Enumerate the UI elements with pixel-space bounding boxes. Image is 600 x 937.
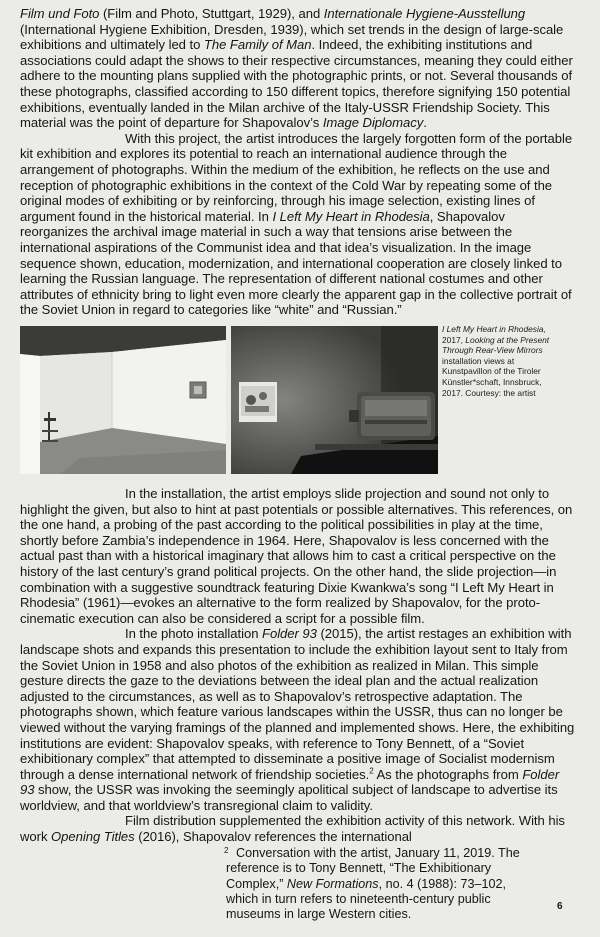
body-text-bottom [20,486,576,845]
title-italic: I Left My Heart in Rhodesia [272,208,430,224]
text-run: . Indeed, the exhibiting institutions and associations could adapt the shows to their respective circumstances, meaning they could either adhere to the mounting plans supplied with the photographic prints, or not. Several thousands of these photographs, classified according to 150 different topics, therefore signifying 150 potential exhibitions, eventually landed in the Milan archive of the Italy-USSR Friendship Society. This material was the point of departure for Shapovalov’s [20,37,573,131]
title-italic: Opening Titles [51,829,135,845]
title-italic: Looking at the Present Through Rear-View Mirrors [442,334,550,356]
title-italic: I Left My Heart in Rhodesia [442,324,544,334]
text-run: Conversation with the artist, January 11, 2019. The reference is to Tony Bennett, “The Exhibitionary Complex,” [226,846,520,891]
installation-photo-gallery-room [20,326,226,474]
text-run: Film distribution supplemented the exhibition activity of this network. With his work [20,813,565,845]
footnote [226,846,526,922]
paragraph [20,131,576,318]
text-run: , Shapovalov reorganizes the archival image material in such a way that tensions arise between the international aspirations of the Communist idea and that idea’s visualization. In the image sequence shown, education, modernization, and international cooperation are closely linked to learning the Russian language. The representation of different national costumes and other attributes of ethnicity bring to light even more clearly the apparent gap in the collective portrait of the Soviet Union in regard to categories like “white” and “Russian.” [20,208,572,318]
installation-photo-slide-projector [231,326,438,474]
text-run: In the photo installation [125,626,263,642]
title-italic: Film und Foto [20,6,100,21]
text-run: show, the USSR was invoking the seemingly apolitical subject of landscape to advertise its worldview, and that worldview’s transregional claim to validity. [20,782,558,813]
figure-caption [442,324,552,398]
footnote-reference: 2 [369,766,374,776]
title-italic: Internationale Hygiene-Ausstellung [323,6,526,21]
text-run: , no. 4 (1988): 73–102, which in turn refers to nineteenth-century public museums in large Western cities. [226,876,507,922]
paragraph [20,626,576,813]
title-italic: Image Diplomacy [322,115,424,131]
text-run: (2015), the artist restages an exhibition with landscape shots and expands this presentation to include the exhibition layout sent to Italy from the Soviet Union in 1958 and also photos of the exhibition as realized in Milan. This simple gesture directs the gaze to the deviations between the ideal plan and the actual realization adjusted to the circumstances, as well as to Shapovalov’s retrospective adaptation. The photographs shown, which feature various landscapes within the USSR, thus can no longer be viewed without the varying framings of the planned and implemented shows. Here, the exhibiting institutions are evident: Shapovalov speaks, with reference to Tony Bennett, of a “Soviet exhibitionary complex” that attempted to disseminate a positive image of Socialist modernism through a dense international network of friendship societies. [20,626,575,782]
paragraph [20,6,576,131]
paragraph [20,486,576,626]
body-text-top [20,6,576,318]
text-run: . [423,115,427,131]
text-run: installation views at Kunstpavillon of the Tiroler Künstler*schaft, Innsbruck, 2017. Courtesy: the artist [442,355,542,398]
text-run: (2016), Shapovalov references the international [134,829,412,845]
text-run: , 2017, [442,324,546,345]
page-number: 6 [557,901,563,912]
text-run: (International Hygiene Exhibition, Dresden, 1939), which set trends in the design of large-scale exhibitions and ultimately led to [20,21,564,53]
paragraph [20,813,576,844]
title-italic: New Formations [286,876,379,891]
footnote-text [226,846,526,922]
text-run: (Film and Photo, Stuttgart, 1929), and [99,6,324,21]
text-run: As the photographs from [373,766,523,782]
text-run: In the installation, the artist employs slide projection and sound not only to highlight the given, but also to hint at past potentials or possible alternatives. This references, on the one hand, a probing of the past according to the political possibilities in play at the time, shortly before Zambia’s independence in 1964. Here, Shapovalov is less concerned with the actual past than with a historical imaginary that allows him to cast a critical perspective on the history of the last century’s grand political projects. On the other hand, the slide projection—in combination with a suggestive soundtrack featuring Dixie Kwankwa’s song “I Left My Heart in Rhodesia” (1961)—evokes an alternative to the form realized by Shapovalov, for the proto-cinematic execution can also be considered a script for a possible film. [20,486,573,626]
footnote-marker: 2 [224,846,229,855]
installation-figure [20,326,438,474]
title-italic: Folder 93 [262,626,317,642]
title-italic: Folder 93 [20,766,560,798]
title-italic: The Family of Man [203,37,312,53]
text-run: With this project, the artist introduces the largely forgotten form of the portable kit exhibition and explores its potential to reach an international audience through the arrangement of photographs. Within the medium of the exhibition, he reflects on the use and reception of photographic exhibitions in the context of the Cold War by repeating some of the original modes of exhibiting or by reinforcing, through his image selection, existing lines of argument found in the historical material. In [20,130,573,224]
